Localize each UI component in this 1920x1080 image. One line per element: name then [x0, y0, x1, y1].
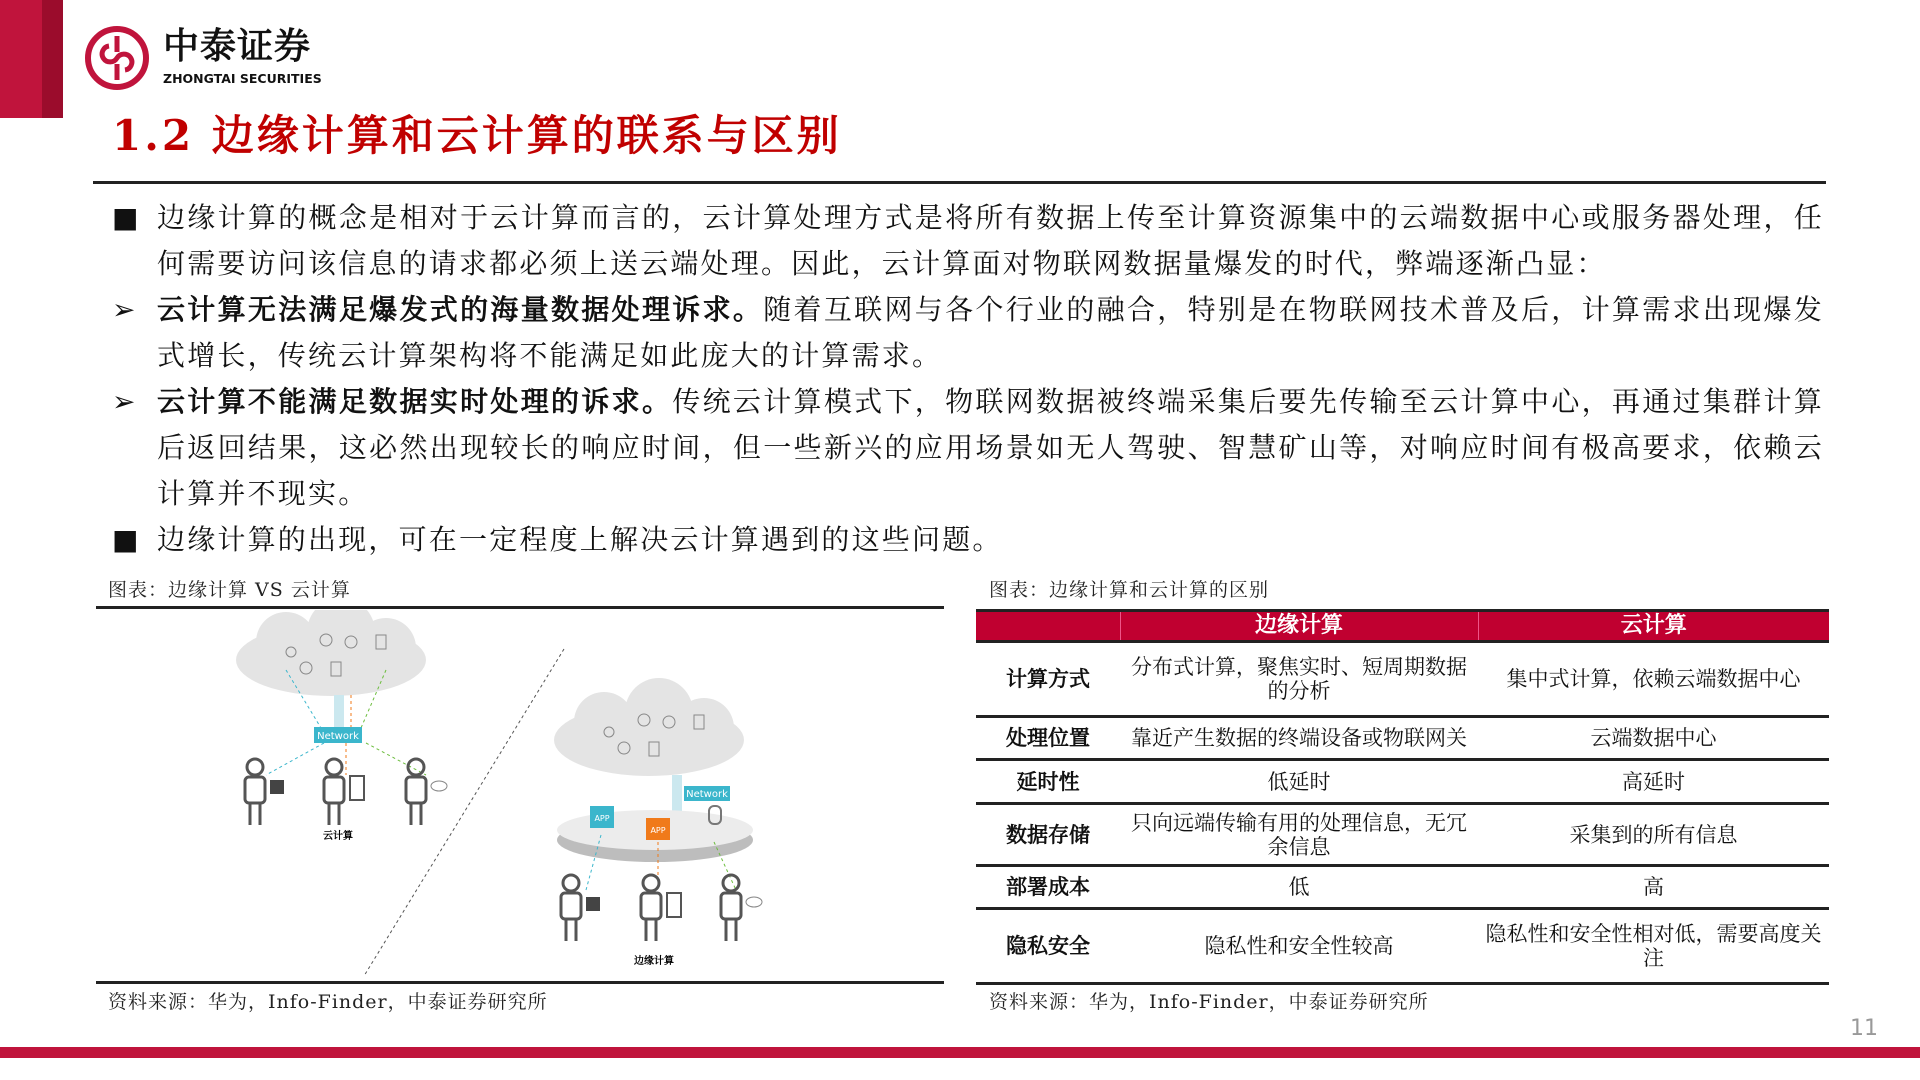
row-label: 数据存储 — [976, 804, 1120, 866]
user-icon — [721, 875, 762, 941]
table-row — [976, 909, 1829, 984]
row-label: 计算方式 — [976, 642, 1120, 717]
table-cell: 低 — [1120, 866, 1478, 909]
arrow-bullet-icon: ➢ — [112, 385, 138, 418]
table-cell: 集中式计算，依赖云端数据中心 — [1478, 642, 1829, 717]
brand-name-en: ZHONGTAI SECURITIES — [163, 71, 322, 86]
square-bullet-icon: ■ — [112, 523, 141, 556]
title-divider — [93, 181, 1826, 184]
bullet-paragraph — [112, 517, 1824, 563]
bullet-paragraph — [112, 195, 1824, 287]
edge-vs-cloud-diagram — [96, 610, 944, 982]
paragraph-text: 传统云计算模式下，物联网数据被终端采集后要先传输至云计算中心，再通过集群计算后返回结果，这必然出现较长的响应时间，但一些新兴的应用场景如无人驾驶、智慧矿山等，对响应时间有极高要求，依赖云计算并不现实。 — [157, 385, 1825, 510]
table-cell: 隐私性和安全性相对低，需要高度关注 — [1478, 909, 1829, 984]
paragraph-text: 边缘计算的出现，可在一定程度上解决云计算遇到的这些问题。 — [157, 523, 1003, 556]
header-cell: 云计算 — [1478, 611, 1829, 642]
corner-accent-stripe — [42, 0, 63, 118]
user-icon — [245, 759, 284, 825]
figure-top-rule — [96, 606, 944, 609]
header-cell: 边缘计算 — [1120, 611, 1478, 642]
arrow-bullet-icon: ➢ — [112, 293, 138, 326]
bullet-paragraph — [112, 287, 1824, 379]
table-cell: 隐私性和安全性较高 — [1120, 909, 1478, 984]
table-cell: 云端数据中心 — [1478, 717, 1829, 760]
table-row — [976, 804, 1829, 866]
table-cell: 靠近产生数据的终端设备或物联网关 — [1120, 717, 1478, 760]
square-bullet-icon: ■ — [112, 201, 141, 234]
cloud-icon — [554, 678, 744, 776]
table-row — [976, 717, 1829, 760]
figure-caption-right: 图表：边缘计算和云计算的区别 — [989, 579, 1270, 601]
paragraph-heading: 云计算无法满足爆发式的海量数据处理诉求。 — [157, 293, 764, 326]
row-label: 延时性 — [976, 760, 1120, 804]
body-text — [112, 195, 1824, 563]
paragraph-text: 随着互联网与各个行业的融合，特别是在物联网技术普及后，计算需求出现爆发式增长，传统云计算架构将不能满足如此庞大的计算需求。 — [157, 293, 1824, 372]
table-row — [976, 760, 1829, 804]
table-cell: 分布式计算，聚焦实时、短周期数据的分析 — [1120, 642, 1478, 717]
app-label: APP — [594, 814, 610, 823]
network-label: Network — [686, 789, 728, 800]
connection-arrow — [266, 743, 324, 775]
table-cell: 采集到的所有信息 — [1478, 804, 1829, 866]
cloud-icon — [236, 610, 426, 696]
table-header-row — [976, 611, 1829, 642]
user-icon — [406, 759, 447, 825]
brand-name-cn: 中泰证券 — [163, 26, 312, 67]
bullet-paragraph — [112, 379, 1824, 517]
page-title: 1.2 边缘计算和云计算的联系与区别 — [112, 111, 842, 160]
cloud-computing-label: 云计算 — [323, 831, 353, 842]
row-label: 隐私安全 — [976, 909, 1120, 984]
divider-dashed-line — [364, 649, 564, 976]
table-cell: 高延时 — [1478, 760, 1829, 804]
footer-bar — [0, 1047, 1920, 1058]
comparison-table — [976, 609, 1829, 985]
paragraph-heading: 云计算不能满足数据实时处理的诉求。 — [157, 385, 673, 418]
user-icon — [641, 875, 681, 941]
user-icon — [561, 875, 600, 941]
figure-bottom-rule — [96, 981, 944, 984]
table-row — [976, 866, 1829, 909]
table-cell: 高 — [1478, 866, 1829, 909]
header-cell — [976, 611, 1120, 642]
table-cell: 只向远端传输有用的处理信息，无冗余信息 — [1120, 804, 1478, 866]
figure-source-right: 资料来源：华为，Info-Finder，中泰证券研究所 — [989, 991, 1429, 1013]
row-label: 处理位置 — [976, 717, 1120, 760]
page-number: 11 — [1850, 1016, 1878, 1041]
paragraph-text: 边缘计算的概念是相对于云计算而言的，云计算处理方式是将所有数据上传至计算资源集中的云端数据中心或服务器处理，任何需要访问该信息的请求都必须上送云端处理。因此，云计算面对物联网数据量爆发的时代，弊端逐渐凸显： — [157, 201, 1824, 280]
figure-caption-left: 图表：边缘计算 VS 云计算 — [108, 579, 351, 601]
table-row — [976, 642, 1829, 717]
table-cell: 低延时 — [1120, 760, 1478, 804]
row-label: 部署成本 — [976, 866, 1120, 909]
user-icon — [324, 759, 364, 825]
network-label: Network — [317, 731, 359, 742]
app-label: APP — [650, 826, 666, 835]
figure-source-left: 资料来源：华为，Info-Finder，中泰证券研究所 — [108, 991, 548, 1013]
edge-computing-label: 边缘计算 — [634, 956, 674, 967]
zhongtai-logo-icon — [85, 26, 149, 90]
